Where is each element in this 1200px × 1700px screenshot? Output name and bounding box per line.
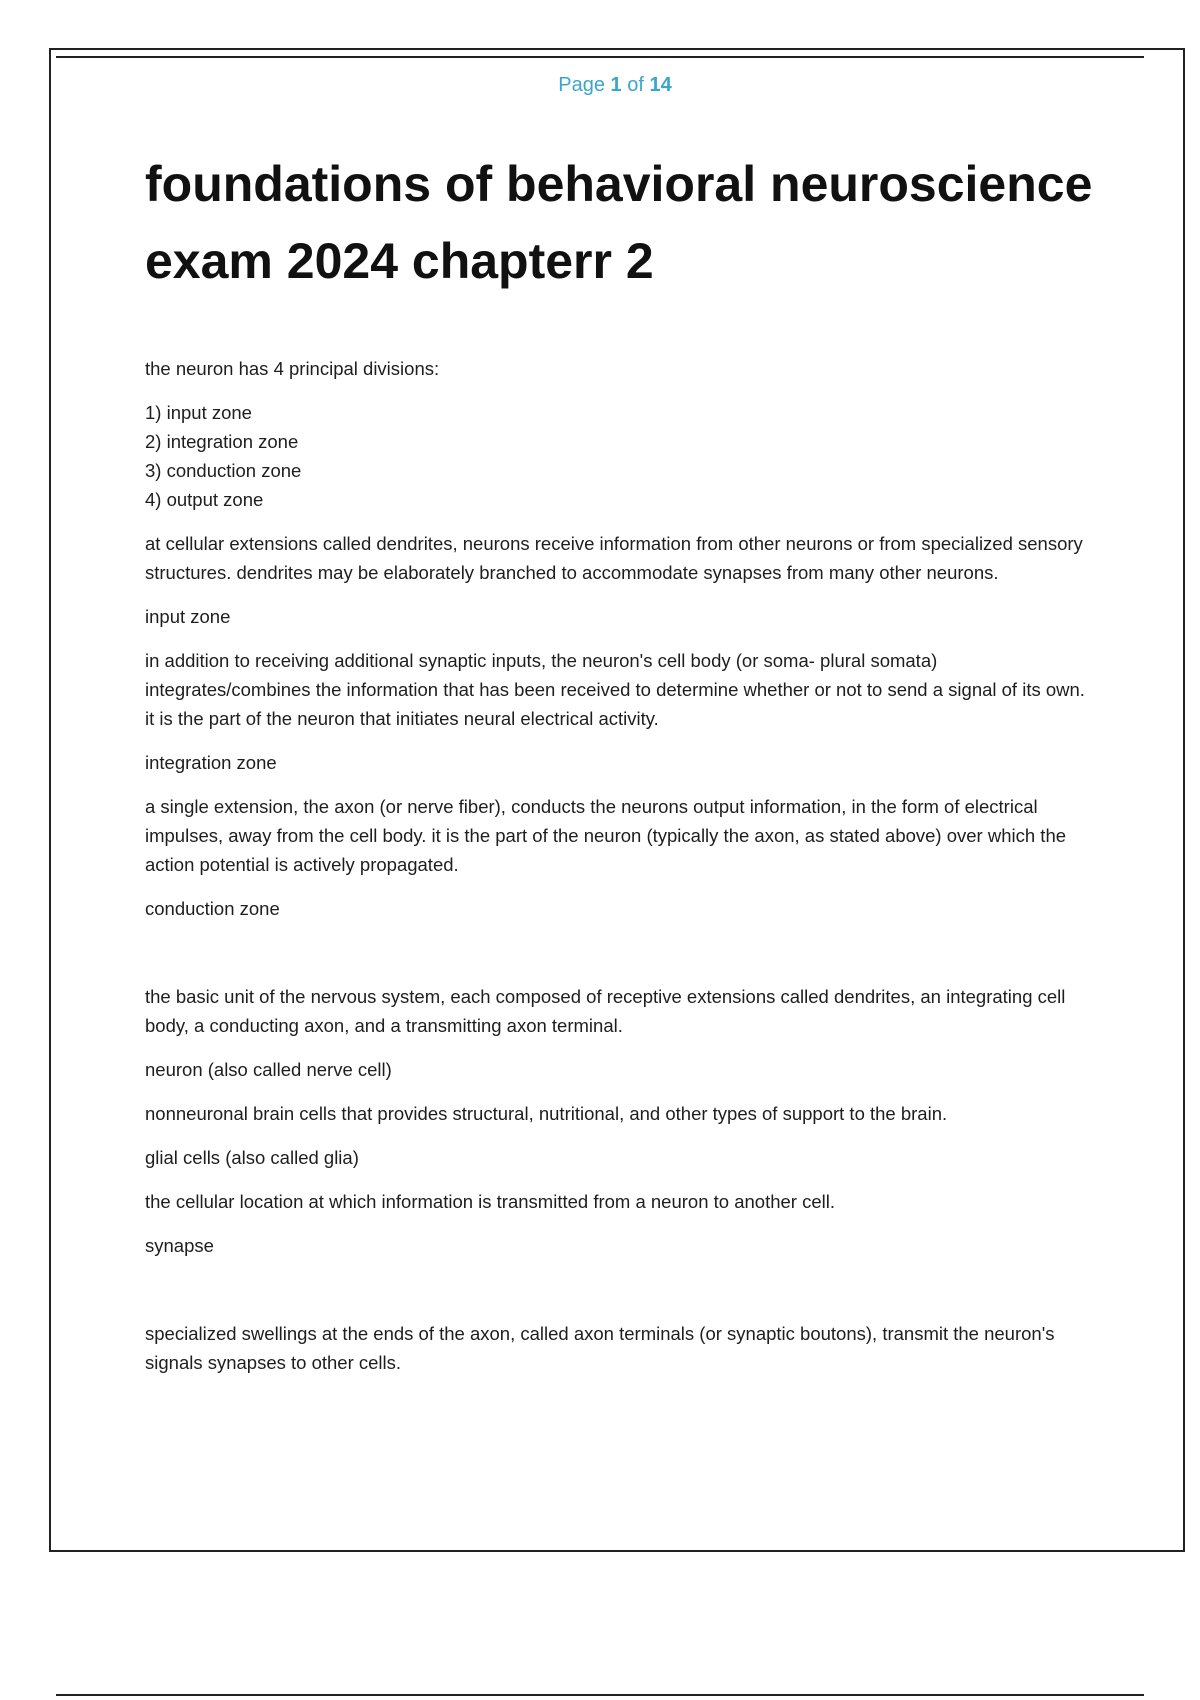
document-title (145, 146, 1145, 300)
page-total: 14 (649, 74, 672, 96)
question-basic-unit: the basic unit of the nervous system, each composed of receptive extensions called dendrites, an integrating cell body, a conducting axon, and a transmitting axon terminal. (145, 986, 1066, 1036)
page-label: Page (558, 74, 605, 96)
divisions-list (145, 398, 1085, 514)
question-synapse: the cellular location at which information is transmitted from a neuron to another cell. (145, 1191, 835, 1212)
question-dendrites: at cellular extensions called dendrites, neurons receive information from other neurons or from specialized sensory structures. dendrites may be elaborately branched to accommodate synapses from many other neurons. (145, 533, 1083, 583)
question-glia: nonneuronal brain cells that provides structural, nutritional, and other types of support to the brain. (145, 1103, 948, 1124)
next-page-top-rule (56, 1694, 1144, 1696)
question-axon-terminals: specialized swellings at the ends of the axon, called axon terminals (or synaptic boutons), transmit the neuron's signals synapses to other cells. (145, 1323, 1055, 1373)
spacer (145, 938, 1085, 982)
question-cell-body: in addition to receiving additional synaptic inputs, the neuron's cell body (or soma- plural somata) integrates/combines the information that has been received to determine whether or not to send a signal of its own. it is the part of the neuron that initiates neural electrical activity. (145, 650, 1085, 729)
answer-conduction-zone: conduction zone (145, 898, 280, 919)
title-line-2: exam 2024 chapterr 2 (145, 233, 654, 289)
document-body (145, 354, 1085, 1392)
page-of: of (627, 74, 644, 96)
title-line-1: foundations of behavioral neuroscience (145, 156, 1093, 212)
answer-input-zone: input zone (145, 606, 231, 627)
intro-text: the neuron has 4 principal divisions: (145, 358, 440, 379)
spacer (145, 1275, 1085, 1319)
question-axon: a single extension, the axon (or nerve fiber), conducts the neurons output information, in the form of electrical impulses, away from the cell body. it is the part of the neuron (typically the axon, as stated above) over which the action potential is actively propagated. (145, 796, 1067, 875)
division-item: 2) integration zone (145, 431, 299, 452)
division-item: 1) input zone (145, 402, 252, 423)
division-item: 4) output zone (145, 489, 264, 510)
page-current: 1 (610, 74, 622, 96)
answer-synapse: synapse (145, 1235, 214, 1256)
page-number (0, 74, 1200, 97)
answer-glia: glial cells (also called glia) (145, 1147, 359, 1168)
answer-integration-zone: integration zone (145, 752, 277, 773)
division-item: 3) conduction zone (145, 460, 302, 481)
answer-neuron: neuron (also called nerve cell) (145, 1059, 392, 1080)
